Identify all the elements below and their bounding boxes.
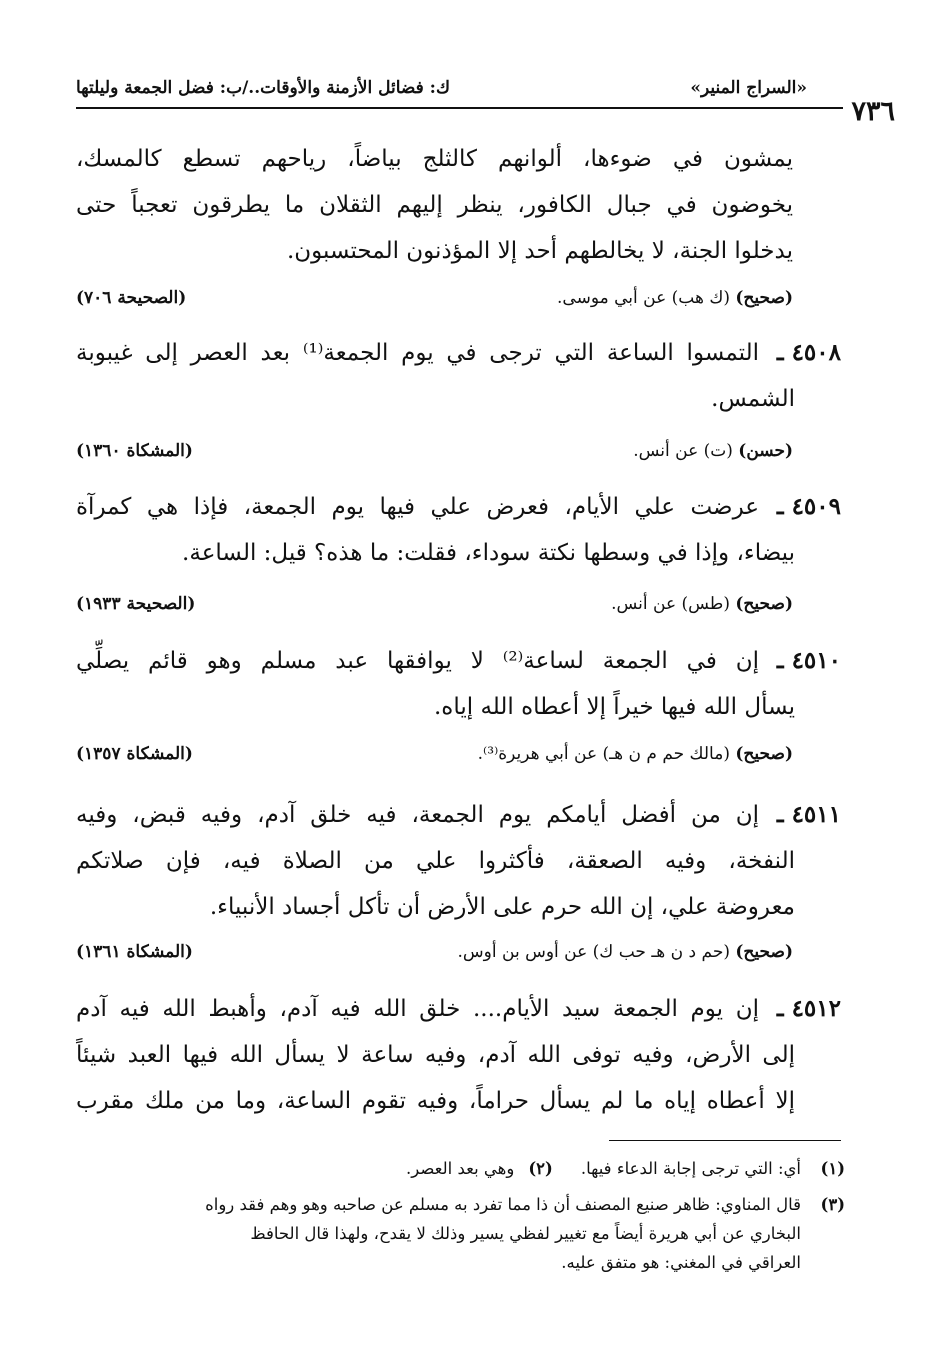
source-text: (طس) عن أنس. (611, 594, 730, 614)
footnote-line: البخاري عن أبي هريرة أيضاً مع تغيير لفظي يسير وذلك لا يقدح، ولهذا قال الحافظ (250, 1224, 801, 1243)
footnote-text (76, 1190, 801, 1277)
footnote-line: وهي بعد العصر. (405, 1159, 515, 1178)
source-text: (حم د ن هـ حب ك) عن أوس بن أوس. (457, 942, 730, 962)
text-line: يسأل الله فيها خيراً إلا أعطاه الله إياه. (434, 694, 795, 720)
text-line: إن في الجمعة لساعة⁽²⁾ لا يوافقها عبد مسلم وهو قائم يصلِّي (76, 648, 759, 674)
page-number: ٧٣٦ (851, 96, 895, 127)
text-line: يخوضون في جبال الكافور، ينظر إليهم الثقلان ما يطرقون تعجباً حتى (76, 192, 793, 218)
hadith-reference: (الصحيحة ١٩٣٣) (76, 594, 196, 614)
hadith-reference: (المشكاة ١٣٦٠) (76, 441, 193, 461)
text-line: بيضاء، وإذا في وسطها نكتة سوداء، فقلت: ما هذه؟ قيل: الساعة. (182, 540, 795, 566)
text-line: النفخة، وفيه الصعقة، فأكثروا علي من الصلاة فيه، فإن صلاتكم (76, 848, 795, 874)
text-line: إلا أعطاه إياه ما لم يسأل حراماً، وفيه تقوم الساعة، وما من ملك مقرب (76, 1088, 795, 1114)
hadith-number: ٤٥١٢ ـ (776, 995, 841, 1022)
text-line: معروضة علي، إن الله حرم على الأرض أن تأكل أجساد الأنبياء. (209, 894, 795, 920)
hadith-4508 (76, 330, 841, 422)
hadith-number: ٤٥٠٨ ـ (776, 339, 841, 366)
source-text: (ت) عن أنس. (633, 441, 733, 461)
source-grade: (صحيح) (735, 288, 793, 308)
hadith-continuation (76, 136, 793, 274)
text-line: إن من أفضل أيامكم يوم الجمعة، فيه خلق آدم، وفيه قبض، وفيه (76, 802, 759, 828)
source-grade: (صحيح) (735, 744, 793, 764)
text-line: الشمس. (711, 386, 795, 412)
header-rule (76, 107, 843, 109)
footnote-text (76, 1154, 801, 1183)
hadith-4512 (76, 986, 841, 1124)
hadith-source (611, 594, 793, 614)
hadith-reference: (المشكاة ١٣٦١) (76, 942, 193, 962)
source-text: (ك هب) عن أبي موسى. (557, 288, 730, 308)
source-text: (مالك حم م ن هـ) عن أبي هريرة⁽³⁾. (477, 744, 730, 764)
footnote-1-2 (76, 1154, 845, 1183)
text-line: التمسوا الساعة التي ترجى في يوم الجمعة⁽¹⁾ بعد العصر إلى غيبوبة (76, 340, 759, 366)
footnote-rule (609, 1140, 841, 1141)
page-header (76, 72, 895, 127)
hadith-source (557, 288, 793, 308)
hadith-source (633, 441, 793, 461)
text-line: يدخلوا الجنة، لا يخالطهم أحد إلا المؤذنون المحتسبون. (286, 238, 793, 264)
footnote-line: العراقي في المغني: هو متفق عليه. (561, 1253, 801, 1272)
text-line: إلى الأرض، وفيه توفى الله آدم، وفيه ساعة لا يسأل الله فيها العبد شيئاً (76, 1042, 795, 1068)
footnote-number: (٣) (820, 1195, 845, 1214)
hadith-4509 (76, 484, 841, 576)
footnote-3 (76, 1190, 845, 1277)
source-grade: (صحيح) (735, 594, 793, 614)
text-line: عرضت علي الأيام، فعرض علي فيها يوم الجمعة، فإذا هي كمرآة (76, 494, 759, 520)
hadith-reference: (المشكاة ١٣٥٧) (76, 744, 193, 764)
hadith-4510 (76, 638, 841, 730)
hadith-number: ٤٥١٠ ـ (776, 647, 841, 674)
source-grade: (حسن) (738, 441, 793, 461)
hadith-number: ٤٥١١ ـ (776, 801, 841, 828)
hadith-reference: (الصحيحة ٧٠٦) (76, 288, 187, 308)
hadith-number: ٤٥٠٩ ـ (776, 493, 841, 520)
source-grade: (صحيح) (735, 942, 793, 962)
text-line: يمشون في ضوءها، ألوانهم كالثلج بياضاً، رياحهم تسطع كالمسك، (76, 146, 793, 172)
hadith-source (478, 744, 793, 764)
book-title: «السراج المنير» (690, 78, 807, 98)
hadith-4511 (76, 792, 841, 930)
footnote-line: أي: التي ترجى إجابة الدعاء فيها. (580, 1159, 801, 1178)
hadith-source (458, 942, 793, 962)
chapter-title: ك: فضائل الأزمنة والأوقات../ب: فضل الجمعة وليلتها (76, 78, 450, 98)
footnote-number: (١) (820, 1159, 845, 1178)
text-line: إن يوم الجمعة سيد الأيام.... خلق الله فيه آدم، وأهبط الله فيه آدم (76, 996, 759, 1022)
footnote-line: قال المناوي: ظاهر صنيع المصنف أن ذا مما تفرد به مسلم عن صاحبه وهو وهم فقد رواه (205, 1195, 801, 1214)
footnote-number: (٢) (528, 1159, 553, 1178)
